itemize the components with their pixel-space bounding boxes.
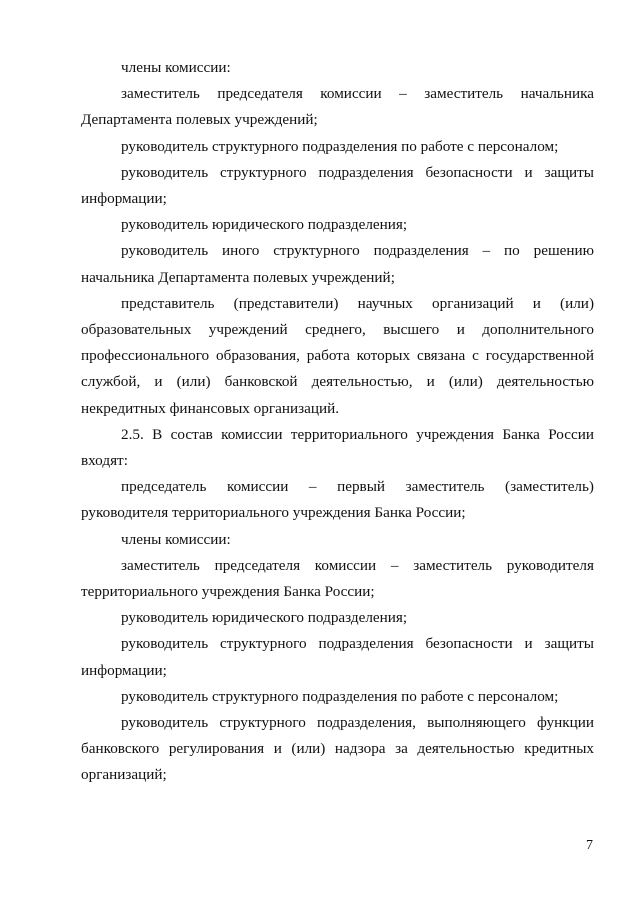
paragraph: руководитель структурного подразделения безопасности и защиты информации; bbox=[81, 163, 594, 208]
paragraph: председатель комиссии – первый заместитель (заместитель) руководителя территориального учреждения Банка России; bbox=[81, 478, 594, 522]
paragraph: члены комиссии: bbox=[121, 59, 231, 76]
document-body bbox=[81, 55, 594, 789]
paragraph: руководитель юридического подразделения; bbox=[121, 216, 408, 234]
paragraph: члены комиссии: bbox=[121, 530, 231, 548]
paragraph: заместитель председателя комиссии – заместитель начальника Департамента полевых учреждений; bbox=[81, 85, 594, 129]
paragraph: руководитель иного структурного подразделения – по решению начальника Департамента полевых учреждений; bbox=[81, 242, 594, 286]
paragraph: представитель (представители) научных организаций и (или) образовательных учреждений среднего, высшего и дополнительного профессионального образования, работа которых связана с государственной службой, и (или) банковской деятельностью, и (или) деятельностью некредитных финансовых организаций. bbox=[81, 294, 594, 417]
page-number: 7 bbox=[586, 838, 593, 853]
section-heading-paragraph: 2.5. В состав комиссии территориального учреждения Банка России входят: bbox=[81, 425, 594, 470]
paragraph: заместитель председателя комиссии – заместитель руководителя территориального учреждения Банка России; bbox=[81, 556, 594, 601]
paragraph: руководитель структурного подразделения, выполняющего функции банковского регулирования и (или) надзора за деятельностью кредитных организаций; bbox=[81, 714, 594, 784]
paragraph: руководитель структурного подразделения по работе с персоналом; bbox=[121, 687, 559, 705]
paragraph: руководитель структурного подразделения по работе с персоналом; bbox=[121, 137, 559, 155]
paragraph: руководитель юридического подразделения; bbox=[121, 609, 408, 627]
paragraph: руководитель структурного подразделения безопасности и защиты информации; bbox=[81, 635, 594, 679]
